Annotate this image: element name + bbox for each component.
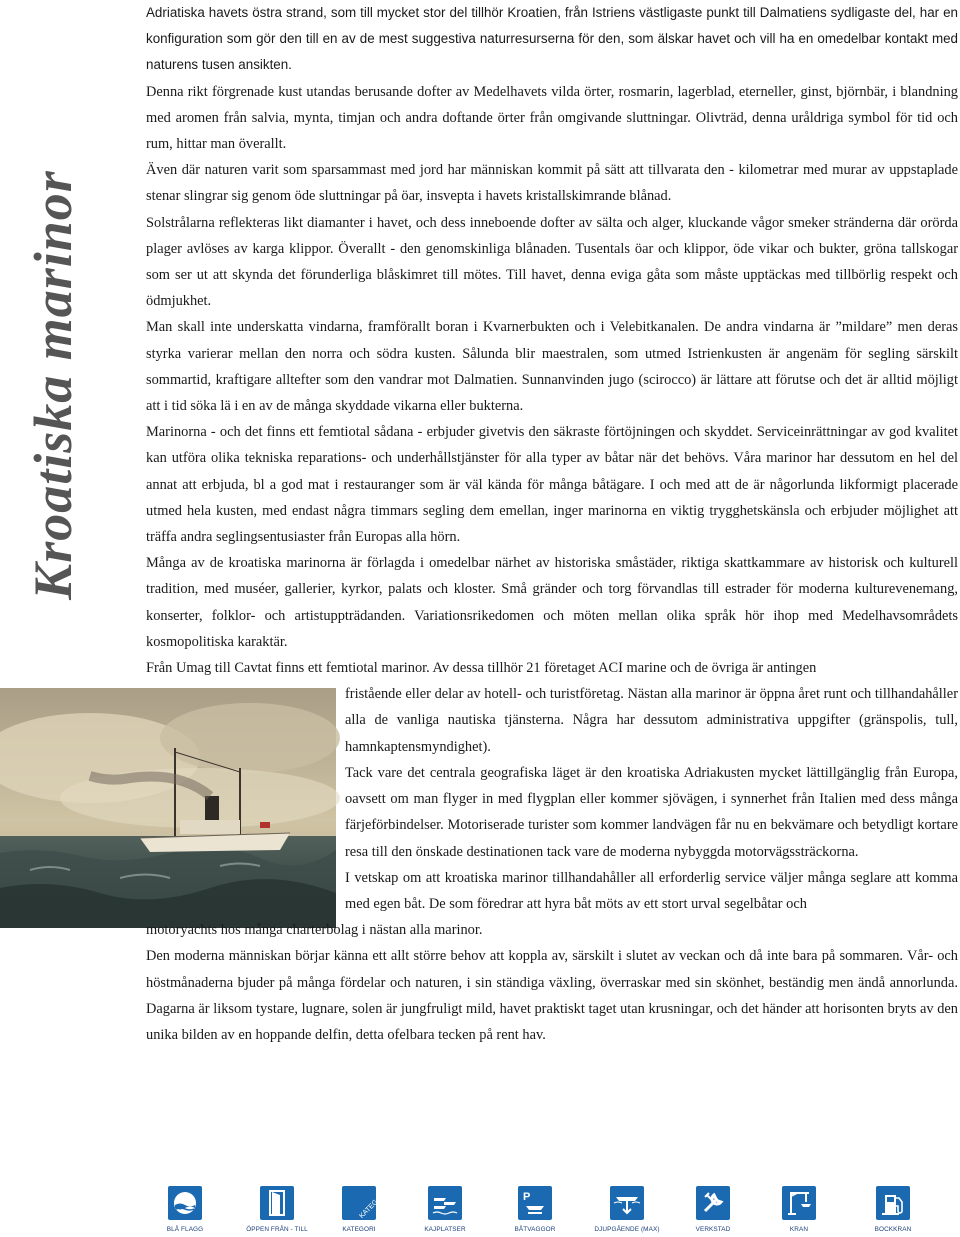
paragraph: fristående eller delar av hotell- och turistföretag. Nästan alla marinor är öppna året runt och tillhandahåller alla de vanliga nautiska tjänsterna. Några har dessutom administrativa uppgifter (gränspolis, tull, hamnkaptensmyndighet). (345, 686, 958, 755)
paragraph: Solstrålarna reflekteras likt diamanter i havet, och dess inneboende dofter av sälta och alger, kluckande vågor smeker stränderna där orörda plager avlöses av karga klippor. Överallt - den genomskinliga blånaden. Tusentals öar och klippor, öde vikar och bukter, gröna tallskogar som ser ut att skynda det förunderliga blåskimret till mötes. Till havet, denna eviga gåta som måste upptäckas med tillbörlig respekt och ödmjukhet. (146, 214, 958, 310)
paragraph: Tack vare det centrala geografiska läget är den kroatiska Adriakusten mycket lättillgänglig från Europa, oavsett om man flyger in med flygplan eller kommer sjövägen, i synnerhet från Italien med dess många färjeförbindelser. Motoriserade turister som kommer landvägen får nu en bekvämare och betydligt kortare resa till den önskade destinationen tack vare de moderna nybyggda motorvägssträckorna. (345, 764, 958, 860)
crane-icon (782, 1186, 816, 1220)
legend-label: KRAN (789, 1226, 809, 1233)
paragraph: Adriatiska havets östra strand, som till mycket stor del tillhör Kroatien, från Istriens västligaste punkt till Dalmatiens sydligaste del, har en konfiguration som gör den till en av de mest suggestiva naturresurserna för den, som älskar havet och vill ha en omedelbar kontakt med naturens tusen ansikten. (146, 5, 958, 73)
paragraph: Marinorna - och det finns ett femtiotal sådana - erbjuder givetvis den säkraste förtöjningen och skyddet. Serviceinrättningar av god kvalitet kan utföra olika tekniska reparations- och underhållstjänster för alla typer av båtar när det behövs. Våra marinor har dessutom en hel del annat att erbjuda, bl a god mat i restauranger som är väl kända för många båtägare. I och med att de är någorlunda likformigt placerade utmed hela kusten, med endast några timmars segling dem emellan, inger marinorna en viktig trygghetskänsla och erbjuder möjlighet att träffa andra seglingsentusiaster från Europas alla hörn. (146, 424, 958, 546)
legend-item (140, 1186, 230, 1233)
legend-label: VERKSTAD (695, 1226, 731, 1233)
article-text (146, 0, 958, 1048)
paragraph: Även där naturen varit som sparsammast med jord har människan kommit på sätt att tillvarata den - kilometrar med murar av uppstaplade stenar slingrar sig genom öde sluttningar på öar, insvepta i havets kristallskimrande blånad. (146, 162, 958, 205)
legend-label: KAJPLATSER (424, 1226, 466, 1233)
paragraph: Den moderna människan börjar känna ett allt större behov att koppla av, särskilt i slutet av veckan och då inte bara på sommaren. Vår- och höstmånaderna bjuder på många fördelar och naturen, i sin ständiga växling, överraskar med sin skönhet, beständig men ändå annorlunda. Dagarna är liksom tystare, lugnare, solen är jungfruligt mild, havet praktiskt taget utan krusningar, och det händer att horisonten bryts av den unika bilden av en hoppande delfin, detta ofelbara tecken på rent hav. (146, 948, 958, 1043)
workshop-icon (696, 1186, 730, 1220)
legend-item (400, 1186, 490, 1233)
parking-glyph: P (523, 1191, 531, 1203)
berths-icon (428, 1186, 462, 1220)
paragraph: motoryachts hos många charterbolag i nästan alla marinor. (146, 922, 483, 939)
category-glyph: KATEGORI (358, 1189, 389, 1220)
depth-icon (610, 1186, 644, 1220)
legend-item (232, 1186, 322, 1233)
fuel-icon (876, 1186, 910, 1220)
legend-item (754, 1186, 844, 1233)
legend-label: KATEGORI (342, 1226, 376, 1233)
paragraph: Man skall inte underskatta vindarna, framförallt boran i Kvarnerbukten och i Velebitkanalen. De andra vindarna är ”mildare” men deras styrka varierar mellan den norra och södra kusten. Sålunda blir maestralen, som utmed Istrienkusten är angenäm för segling särskilt sommartid, kraftigare alltefter som den vandrar mot Dalmatien. Sunnanvinden jugo (scirocco) är lättare att förutse och det är alltid möjligt att i tid söka lä i en av de många skyddade vikarna eller bukterna. (146, 319, 958, 415)
legend-item (314, 1186, 404, 1233)
paragraph: Från Umag till Cavtat finns ett femtiotal marinor. Av dessa tillhör 21 företaget ACI marine och de övriga är antingen (146, 660, 817, 677)
legend-item (490, 1186, 580, 1233)
paragraph: I vetskap om att kroatiska marinor tillhandahåller all erforderlig service väljer många seglare att komma med egen båt. De som föredrar att hyra båt möts av ett stort urval segelbåtar och (345, 869, 958, 912)
paragraph: Denna rikt förgrenade kust utandas berusande dofter av Medelhavets vilda örter, rosmarin, lagerblad, eterneller, ginst, björnbär, i blandning med aromen från salvia, mynta, timjan och andra doftande örter från omgivande sluttningar. Olivträd, denna uråldriga symbol för tid och rum, hittar man överallt. (146, 83, 958, 153)
legend-label: DJUPGÅENDE (MAX) (594, 1226, 660, 1233)
side-title (0, 0, 128, 770)
legend-label: BÅTVAGGOR (514, 1226, 556, 1233)
icon-legend (140, 1186, 960, 1237)
indented-section (146, 681, 958, 917)
side-title-text: Kroatiska marinor (23, 170, 83, 600)
legend-label: BOCKKRAN (874, 1226, 912, 1233)
boat-storage-icon (518, 1186, 552, 1220)
paragraph: Många av de kroatiska marinorna är förlagda i omedelbar närhet av historiska småstäder, riktiga skattkammare av historisk och kulturell tradition, med muséer, gallerier, kyrkor, palats och kloster. Små gränder och torg förvandlas till estrader för moderna kulturevenemang, konserter, folklor- och artistuppträdanden. Variationsrikedomen och möten mellan olika språk hör ihop med Medelhavsområdets kosmopolitiska karaktär. (146, 555, 958, 650)
legend-item (668, 1186, 758, 1233)
legend-item (582, 1186, 672, 1233)
category-icon (342, 1186, 389, 1220)
door-icon (260, 1186, 294, 1220)
blue-flag-icon (168, 1186, 202, 1220)
legend-label: BLÅ FLAGG (166, 1226, 204, 1233)
legend-item (848, 1186, 938, 1233)
legend-label: ÖPPEN FRÅN - TILL (246, 1226, 308, 1233)
